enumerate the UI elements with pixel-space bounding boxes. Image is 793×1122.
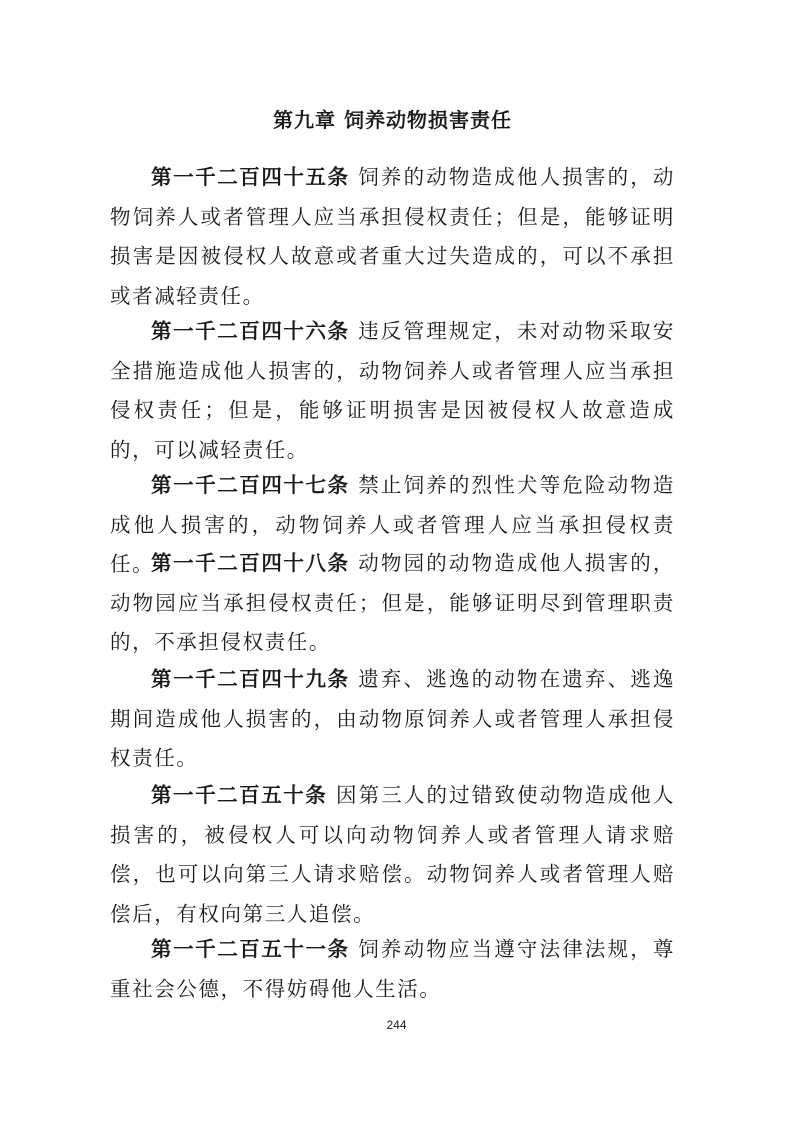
article-1250 <box>110 776 675 934</box>
chapter-title: 第九章 饲养动物损害责任 <box>273 108 512 132</box>
article-number: 第一千二百四十五条 <box>151 165 350 189</box>
page-number: 244 <box>386 1018 407 1032</box>
article-text: 遗弃、逃逸的动物在遗弃、逃逸期间造成他人损害的，由动物原饲养人或者管理人承担侵权责任。 <box>110 667 675 770</box>
article-1249 <box>110 660 675 779</box>
article-1245 <box>110 158 675 316</box>
article-number: 第一千二百四十六条 <box>151 319 350 343</box>
article-text: 禁止饲养的烈性犬等危险动物造成他人损害的，动物饲养人或者管理人应当承担侵权责任。 <box>110 473 675 576</box>
article-1248 <box>110 544 675 663</box>
article-text: 饲养动物应当遵守法律法规，尊重社会公德，不得妨碍他人生活。 <box>110 937 675 1001</box>
article-text: 违反管理规定，未对动物采取安全措施造成他人损害的，动物饲养人或者管理人应当承担侵权责任；但是，能够证明损害是因被侵权人故意造成的，可以减轻责任。 <box>110 319 675 462</box>
article-text: 因第三人的过错致使动物造成他人损害的，被侵权人可以向动物饲养人或者管理人请求赔偿，也可以向第三人请求赔偿。动物饲养人或者管理人赔偿后，有权向第三人追偿。 <box>110 783 676 926</box>
article-text: 饲养的动物造成他人损害的，动物饲养人或者管理人应当承担侵权责任；但是，能够证明损害是因被侵权人故意或者重大过失造成的，可以不承担或者减轻责任。 <box>110 165 675 308</box>
article-1251 <box>110 930 675 1009</box>
article-number: 第一千二百四十九条 <box>151 667 350 691</box>
article-1246 <box>110 312 675 470</box>
article-number: 第一千二百五十条 <box>151 783 328 807</box>
article-number: 第一千二百四十八条 <box>151 551 350 575</box>
article-number: 第一千二百四十七条 <box>151 473 350 497</box>
article-number: 第一千二百五十一条 <box>151 937 350 961</box>
article-text: 动物园的动物造成他人损害的，动物园应当承担侵权责任；但是，能够证明尽到管理职责的，不承担侵权责任。 <box>110 551 675 654</box>
